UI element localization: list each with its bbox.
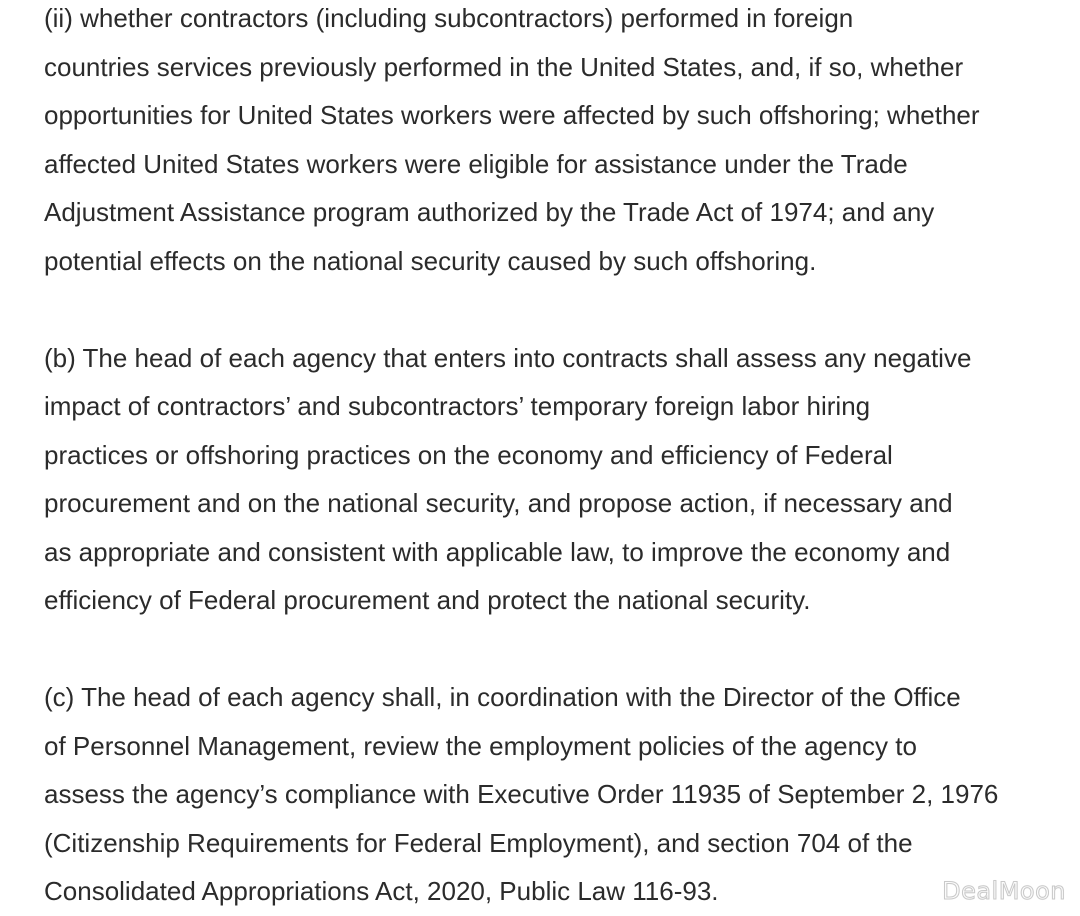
text-line: procurement and on the national security, and propose action, if necessary and [44,488,953,518]
document-body [44,0,1054,916]
text-line: practices or offshoring practices on the economy and efficiency of Federal [44,439,893,470]
text-line: countries services previously performed in the United States, and, if so, whether [44,51,964,82]
dealmoon-watermark: DealMoon [942,877,1066,905]
text-line: opportunities for United States workers were affected by such offshoring; whether [44,100,980,130]
text-line: efficiency of Federal procurement and protect the national security. [44,585,811,615]
text-line: potential effects on the national security caused by such offshoring. [44,245,817,276]
text-line: affected United States workers were eligible for assistance under the Trade [44,148,908,179]
text-line: Consolidated Appropriations Act, 2020, Public Law 116-93. [44,876,719,906]
text-line: (ii) whether contractors (including subcontractors) performed in foreign [44,3,854,33]
text-line: impact of contractors’ and subcontractors’ temporary foreign labor hiring [44,391,871,421]
text-line: (c) The head of each agency shall, in coordination with the Director of the Office [44,682,961,712]
text-line: of Personnel Management, review the employment policies of the agency to [44,730,917,761]
paragraph-b [44,334,1054,625]
text-line: (Citizenship Requirements for Federal Employment), and section 704 of the [44,827,913,858]
paragraph-c [44,673,1054,916]
text-line: assess the agency’s compliance with Executive Order 11935 of September 2, 1976 [44,779,999,809]
paragraph-ii [44,0,1054,285]
text-line: (b) The head of each agency that enters into contracts shall assess any negative [44,342,972,373]
text-line: as appropriate and consistent with applicable law, to improve the economy and [44,536,951,567]
text-line: Adjustment Assistance program authorized by the Trade Act of 1974; and any [44,197,935,227]
